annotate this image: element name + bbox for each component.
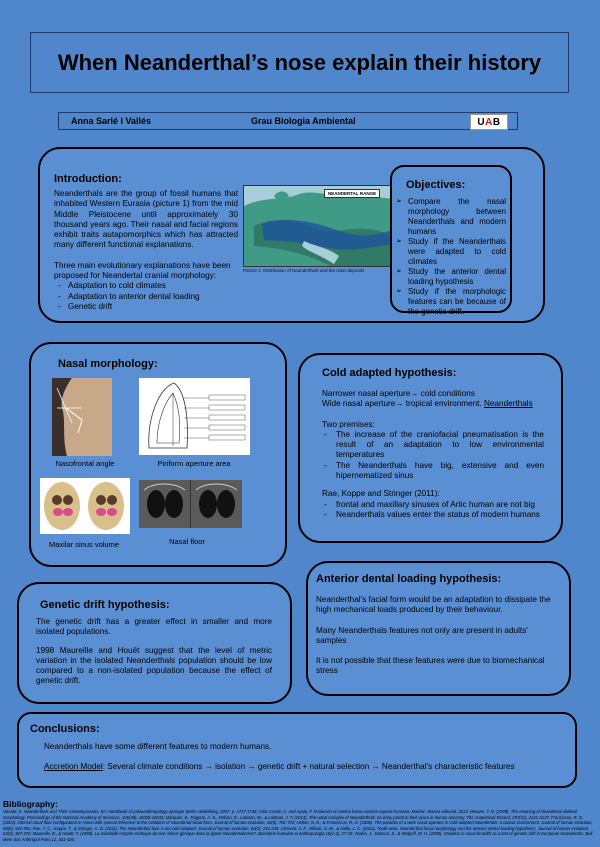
objectives-heading: Objectives:	[406, 179, 466, 191]
nasofrontal-angle-image	[52, 378, 112, 456]
dental-para1: Neanderthal's facial form would be an adaptation to dissipate the high mechanical loads produced by their behaviour.	[316, 595, 551, 615]
genetic-para1: The genetic drift has a greater effect in smaller and more isolated populations.	[36, 617, 272, 637]
introduction-para2: Three main evolutionary explanations have been proposed for Neandertal cranial morphology:	[54, 260, 231, 281]
dental-hypothesis-section	[316, 573, 560, 677]
conclusions-section	[30, 723, 560, 773]
premises-list	[322, 430, 544, 481]
list-item: - The Neanderthals have big, extensive and even hipernematized sinus	[322, 461, 544, 482]
list-item: - The increase of the craniofacial pneumatisation is the result of an adaptation to low environmental temperatures	[322, 430, 544, 461]
neanderthals-link[interactable]: Neanderthals	[484, 399, 533, 409]
nasal-floor-caption: Nasal floor	[169, 537, 205, 546]
list-item: - Neanderthals values enter the status of modern humans	[322, 510, 544, 520]
introduction-heading: Introduction:	[54, 173, 122, 185]
list-item: ➢ Study if the morphologic features can be because of the genetic drift.	[396, 287, 506, 317]
accretion-model-line	[30, 762, 560, 772]
cold-line2	[322, 399, 544, 409]
maxilar-sinus-caption: Maxilar sinus volume	[48, 540, 120, 549]
accretion-model-text: : Several climate conditions → isolation → genetic drift + natural selection → Neanderthal's characteristic features	[102, 762, 515, 772]
nasal-morphology-heading: Nasal morphology:	[58, 358, 158, 370]
conclusions-heading: Conclusions:	[30, 723, 100, 735]
list-item: - Adaptation to cold climates	[56, 281, 238, 291]
list-item: ➢ Compare the nasal morphology between Neanderthals and modern humans	[396, 197, 506, 237]
poster-title: When Neanderthal’s nose explain their history	[30, 32, 569, 93]
dental-para3: It is not possible that these features were due to biomechanical stress	[316, 656, 545, 676]
nasal-floor-image	[139, 480, 242, 528]
map-caption: Picture 1. Distribution of Neanderthals and the main deposits	[243, 268, 365, 273]
objectives-list	[396, 197, 506, 317]
genetic-drift-heading: Genetic drift hypothesis:	[40, 599, 170, 611]
piriform-aperture-caption: Piriform aperture area	[157, 459, 231, 468]
author-name: Anna Sarlé i Vallés	[71, 116, 152, 126]
bibliography-text: Harvati, K. Neanderthals and Their Contemporaries. En: Handbook of paleoanthropology Springer Berlin Heidelberg, 2007. p. 1717-1748; Cela Conde, C. and Ayala, F. Evolución el camino hacia nuestra especie humana. Madrid: Alianza editorial, 2013; Weaver, T. D. (2009). The meaning of Neandertal skeletal morphology. Proceedings of the National Academy of Sciences, 106(38), 16028-16033; Márquez, S., Pagano, A. S., Delson, E., Lawson, W., & Laitman, J. T. (2014). The nasal complex of Neanderthals: an entry portal to their place in human ancestry. The Anatomical Record, 297(11), 2121-2137; Franciscus, R. G. (2003). Internal nasal floor configuration in Homo with special reference to the evolution of Neandertal facial form. Journal of human evolution, 44(6), 701-729; Holton, N. E., & Franciscus, R. G. (2008). The paradox of a wide nasal aperture in cold-adapted Neandertals: a causal assessment. Journal of human evolution, 55(6), 942-951; Rae, T. C., Koppe, T., & Stringer, C. B. (2011). The Neanderthal face is not cold adapted. Journal of human evolution, 60(2), 234-239; Clement, A. F., Hillson, S. W., & Aiello, L. C. (2012). Tooth wear, Neanderthal facial morphology and the anterior dental loading hypothesis. Journal of human evolution, 62(3), 367-376; Maureille, B., & Houët, F. (1998). La variabilité morpho-métrique du nez: dérive génique dans la lignée Néandertalienne?. Biométrie humaine et anthropologie,16(1-2), 27-33; Yeakis, J., Dobson, S., & Wolpoff, M. H. (2000). Variation in nasal breadth as a test of genetic drift in European Neandertals. Bull Mem Soc Anthropol Paris,12, 431-436.	[3, 809, 593, 842]
conclusions-para1: Neanderthals have some different features to modern humans.	[44, 742, 272, 751]
cold-line2-text: Wide nasal aperture→ tropical environment.	[322, 399, 482, 409]
list-item: - Adaptation to anterior dental loading	[56, 292, 238, 302]
nasofrontal-angle-caption: Nasofrontal angle	[55, 459, 115, 468]
piriform-aperture-image	[139, 378, 250, 455]
list-item: ➢ Study if the Neanderthals were adapted to cold climates	[396, 237, 506, 267]
bibliography-heading: Bibliography:	[3, 799, 58, 809]
accretion-model-label: Accretion Model	[44, 762, 103, 772]
maxilar-sinus-image	[40, 478, 130, 534]
cold-hypothesis-heading: Cold adapted hypothesis:	[322, 367, 457, 379]
premises-title: Two premises:	[322, 419, 375, 429]
genetic-drift-section	[36, 599, 272, 687]
author-bar	[58, 112, 518, 130]
explanations-list	[56, 281, 238, 312]
cold-hypothesis-section	[322, 367, 544, 520]
rae-list	[322, 500, 544, 521]
dental-para2: Many Neanderthals features not only are present in adults' samples	[316, 625, 528, 645]
map-graphic	[244, 186, 392, 267]
objectives-section	[396, 179, 506, 317]
list-item: - Genetic drift	[56, 302, 238, 312]
list-item: ➢ Study the anterior dental loading hypothesis	[396, 267, 506, 287]
genetic-para2: 1998 Maureille and Houët suggest that the level of metric variation in the isolated Neanderthals population should be low compared to a non-isolated population because the effect of genetic drift.	[36, 645, 272, 686]
introduction-para1: Neanderthals are the group of fossil humans that inhabited Western Eurasia (picture 1) from the mid Middle Pleistocene until approximately 30 thousand years ago. Their nasal and facial regions exhibit traits autapomorphics which has attracted many different functional explanations.	[54, 189, 238, 250]
map-range-label: NEANDERTAL RANGE	[324, 189, 380, 198]
introduction-section	[54, 173, 238, 312]
list-item: - frontal and maxillary sinuses of Artic human are not big	[322, 500, 544, 510]
rae-title: Rae, Koppe and Stringer (2011):	[322, 489, 440, 499]
degree-label: Grau Biologia Ambiental	[251, 116, 356, 126]
neanderthal-range-map	[243, 185, 392, 267]
dental-hypothesis-heading: Anterior dental loading hypothesis:	[316, 573, 502, 585]
cold-line1: Narrower nasal aperture→ cold conditions	[322, 389, 475, 398]
uab-logo: U A B	[470, 114, 508, 130]
